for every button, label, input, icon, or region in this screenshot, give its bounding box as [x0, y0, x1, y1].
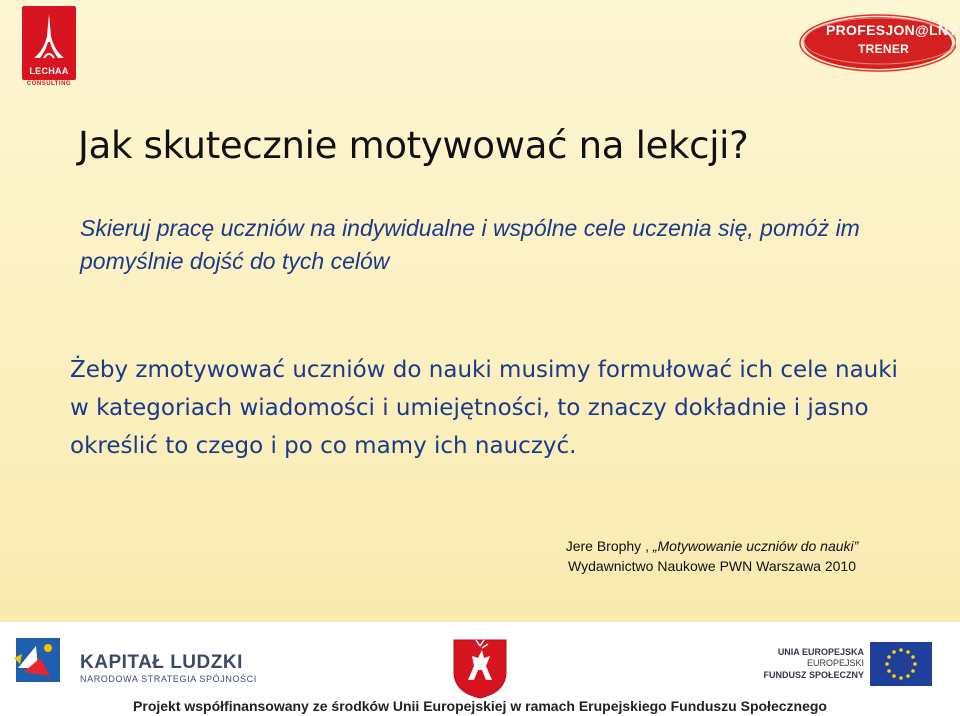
motivation-paragraph: Żeby zmotywować uczniów do nauki musimy formułować ich cele nauki w kategoriach wiadomości i umiejętności, to znaczy dokładnie i jasno określić to czego i po co mamy ich nauczyć.: [70, 357, 898, 459]
lechaa-logo: [22, 6, 76, 88]
citation-author: Jere Brophy ,: [565, 538, 653, 554]
eu-line3: FUNDUSZ SPOŁECZNY: [763, 670, 864, 680]
lechaa-logo-name: LECHAA: [29, 66, 69, 76]
citation: [552, 536, 872, 576]
lubelskie-coat-of-arms-icon: [452, 636, 508, 700]
eu-line1: UNIA EUROPEJSKA: [777, 647, 864, 657]
trainer-logo-line1: PROFESJON@LNY: [826, 22, 958, 38]
eu-flag-icon: [870, 642, 932, 686]
eu-line2: EUROPEJSKI: [806, 658, 864, 668]
lechaa-logo-box: [22, 6, 76, 80]
cofinancing-note: Projekt współfinansowany ze środków Unii Europejskiej w ramach Erupejskiego Funduszu Społecznego: [133, 698, 827, 714]
citation-book: „Motywowanie uczniów do nauki”: [652, 538, 859, 554]
kapital-ludzki-subtitle: NARODOWA STRATEGIA SPÓJNOŚCI: [80, 674, 257, 684]
eu-text: [760, 646, 864, 681]
citation-publisher: Wydawnictwo Naukowe PWN Warszawa 2010: [567, 558, 856, 574]
trainer-logo-line2: TRENER: [858, 42, 910, 56]
citation-line1: [552, 536, 872, 556]
slide-title: Jak skutecznie motywować na lekcji?: [78, 124, 749, 167]
footer: [0, 622, 960, 716]
lechaa-logo-sub: CONSULTING: [26, 81, 72, 87]
kapital-ludzki-title: KAPITAŁ LUDZKI: [80, 652, 243, 673]
goal-statement: Skieruj pracę uczniów na indywidualne i wspólne cele uczenia się, pomóż im pomyślnie dojść do tych celów: [80, 215, 860, 274]
tower-icon: [22, 6, 76, 66]
kapital-ludzki-emblem-icon: [10, 628, 64, 688]
profesjonalny-trener-logo: [796, 14, 956, 72]
